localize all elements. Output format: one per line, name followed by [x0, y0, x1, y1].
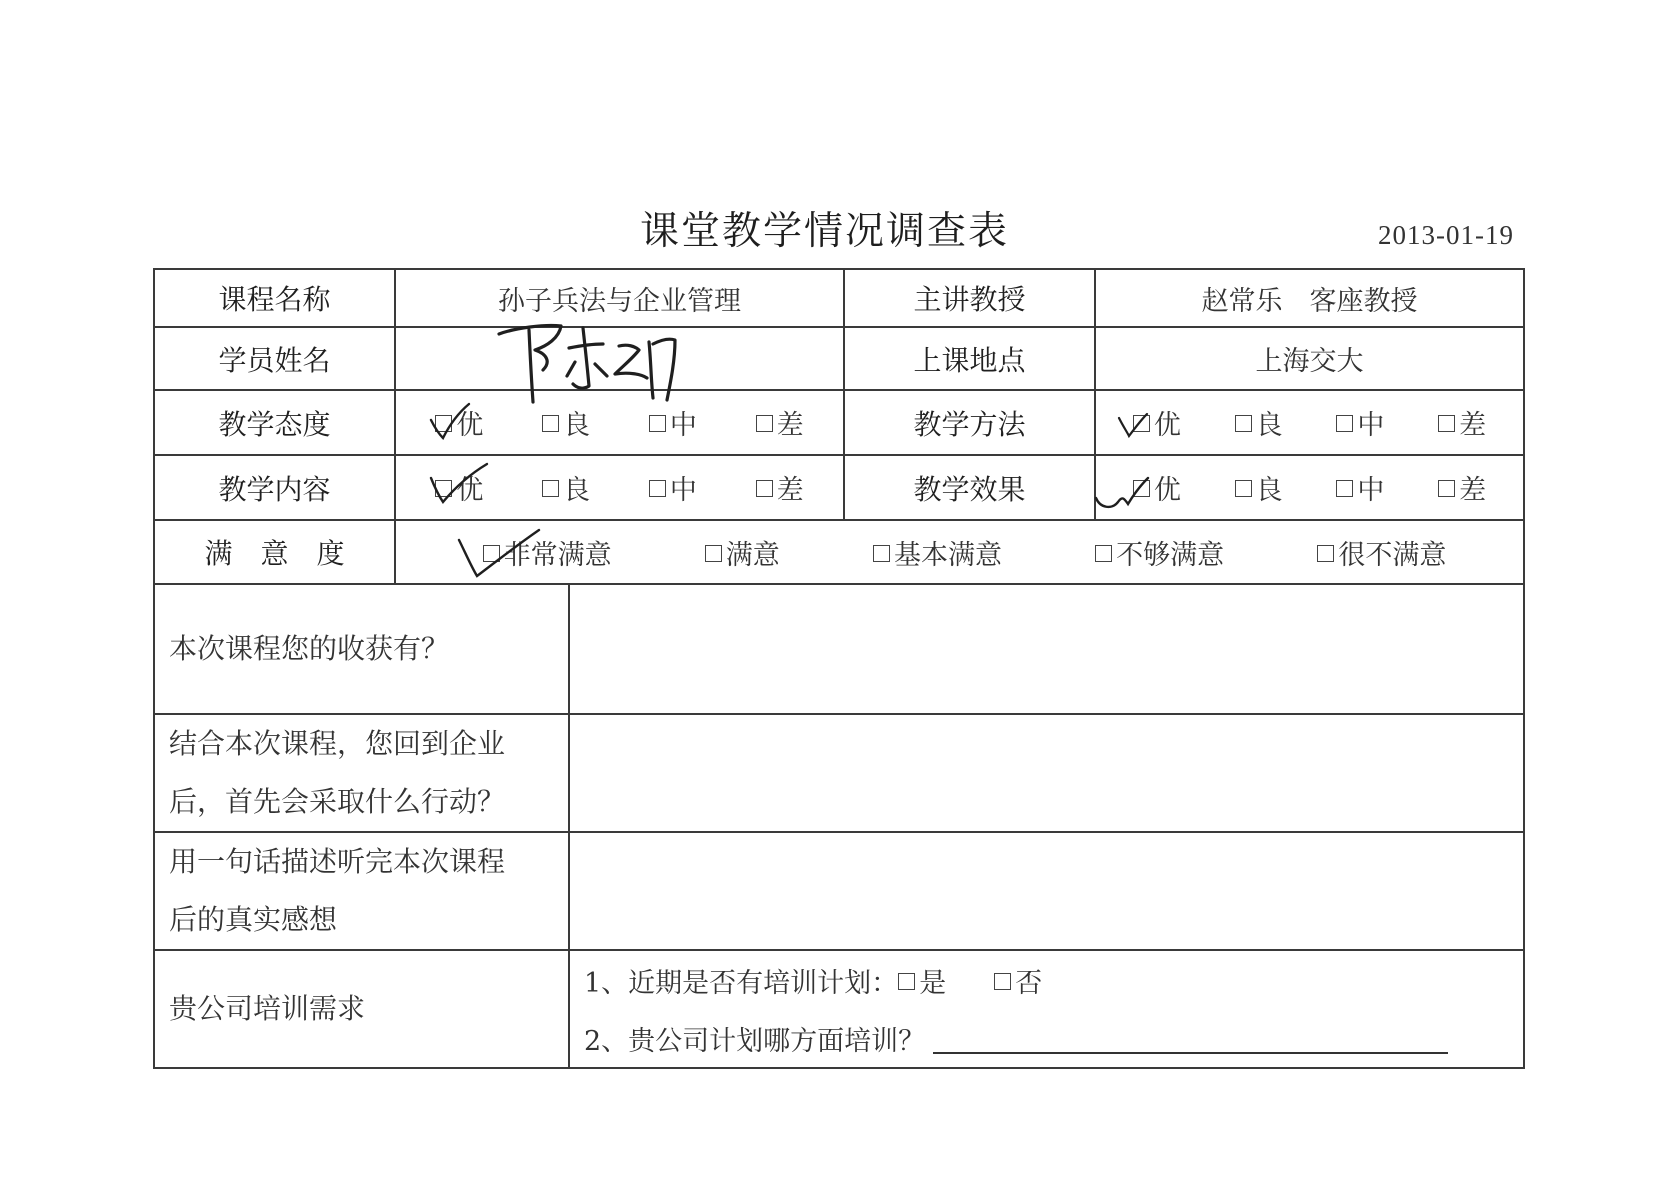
gain-question [154, 584, 569, 714]
question-text: 贵公司培训需求 [169, 992, 366, 1025]
checkbox-icon[interactable] [649, 480, 666, 497]
checkbox-icon[interactable] [1133, 415, 1150, 432]
attitude-option-average[interactable] [649, 403, 697, 442]
feeling-answer-field[interactable] [569, 832, 1524, 950]
satisfaction-row [154, 520, 1524, 584]
content-label: 教学内容 [154, 455, 395, 520]
effect-option-good[interactable] [1235, 468, 1283, 507]
location-value[interactable]: 上海交大 [1095, 327, 1524, 390]
student-name-field[interactable] [395, 327, 844, 390]
student-row [154, 327, 1524, 390]
question-line: 后，首先会采取什么行动？ [169, 785, 506, 818]
method-options [1095, 390, 1524, 455]
satisfaction-label: 满 意 度 [154, 520, 395, 584]
training-plan-question: 1、近期是否有培训计划： [584, 967, 899, 999]
attitude-option-poor[interactable] [756, 403, 804, 442]
option-label: 是 [919, 967, 947, 999]
content-option-average[interactable] [649, 468, 697, 507]
content-option-poor[interactable] [756, 468, 804, 507]
method-option-average[interactable] [1336, 403, 1384, 442]
checkbox-icon[interactable] [1336, 415, 1353, 432]
question-line: 用一句话描述听完本次课程 [169, 845, 506, 878]
training-plan-line [584, 951, 1523, 1009]
checkbox-icon[interactable] [898, 973, 915, 990]
training-plan-no[interactable] [994, 961, 1042, 1000]
question-line: 结合本次课程，您回到企业 [169, 727, 506, 760]
content-effect-row [154, 455, 1524, 520]
method-option-excellent[interactable] [1133, 403, 1181, 442]
checkbox-icon[interactable] [873, 545, 890, 562]
option-label: 不够满意 [1116, 539, 1225, 571]
training-area-question: 2、贵公司计划哪方面培训？ [584, 1025, 926, 1057]
feeling-question [154, 832, 569, 950]
effect-options [1095, 455, 1524, 520]
training-area-input[interactable] [933, 1022, 1448, 1054]
attitude-options [395, 390, 844, 455]
method-option-good[interactable] [1235, 403, 1283, 442]
checkbox-icon[interactable] [994, 973, 1011, 990]
action-question [154, 714, 569, 832]
option-label: 中 [669, 475, 697, 506]
option-label: 良 [1255, 475, 1283, 506]
checkbox-icon[interactable] [1336, 480, 1353, 497]
gain-row [154, 584, 1524, 714]
effect-option-poor[interactable] [1438, 468, 1486, 507]
checkbox-icon[interactable] [1438, 415, 1455, 432]
satisfaction-option-not-satisfied[interactable] [1095, 533, 1224, 572]
gain-answer-field[interactable] [569, 584, 1524, 714]
location-label: 上课地点 [844, 327, 1095, 390]
checkbox-icon[interactable] [435, 480, 452, 497]
method-label: 教学方法 [844, 390, 1095, 455]
checkbox-icon[interactable] [1438, 480, 1455, 497]
action-row [154, 714, 1524, 832]
training-needs-label [154, 950, 569, 1068]
training-needs-answers [569, 950, 1524, 1068]
professor-value[interactable]: 赵常乐 客座教授 [1095, 269, 1524, 327]
satisfaction-options [395, 520, 1524, 584]
option-label: 差 [1459, 475, 1487, 506]
checkbox-icon[interactable] [1235, 480, 1252, 497]
method-option-poor[interactable] [1438, 403, 1486, 442]
course-name-label: 课程名称 [154, 269, 395, 327]
satisfaction-option-very-unsatisfied[interactable] [1317, 533, 1446, 572]
checkbox-icon[interactable] [756, 480, 773, 497]
option-label: 良 [563, 475, 591, 506]
option-label: 良 [563, 410, 591, 441]
action-answer-field[interactable] [569, 714, 1524, 832]
content-option-excellent[interactable] [435, 468, 483, 507]
satisfaction-option-satisfied[interactable] [705, 533, 780, 572]
professor-label: 主讲教授 [844, 269, 1095, 327]
option-label: 满意 [725, 539, 780, 571]
checkbox-icon[interactable] [1317, 545, 1334, 562]
checkbox-icon[interactable] [435, 415, 452, 432]
option-label: 中 [669, 410, 697, 441]
option-label: 中 [1357, 475, 1385, 506]
feeling-row [154, 832, 1524, 950]
option-label: 优 [456, 410, 484, 441]
checkbox-icon[interactable] [756, 415, 773, 432]
option-label: 优 [1153, 410, 1181, 441]
checkbox-icon[interactable] [705, 545, 722, 562]
attitude-option-good[interactable] [542, 403, 590, 442]
page-title: 课堂教学情况调查表 [640, 209, 1010, 254]
checkbox-icon[interactable] [542, 415, 559, 432]
content-option-good[interactable] [542, 468, 590, 507]
option-label: 非常满意 [503, 539, 612, 571]
survey-table [153, 268, 1525, 1069]
option-label: 优 [456, 475, 484, 506]
question-line: 后的真实感想 [169, 903, 338, 936]
option-label: 良 [1255, 410, 1283, 441]
training-area-line [584, 1009, 1523, 1067]
option-label: 否 [1015, 967, 1043, 999]
checkbox-icon[interactable] [1133, 480, 1150, 497]
effect-label: 教学效果 [844, 455, 1095, 520]
course-row [154, 269, 1524, 327]
student-name-label: 学员姓名 [154, 327, 395, 390]
content-options [395, 455, 844, 520]
option-label: 很不满意 [1338, 539, 1447, 571]
training-plan-yes[interactable] [898, 961, 946, 1000]
attitude-method-row [154, 390, 1524, 455]
checkbox-icon[interactable] [483, 545, 500, 562]
checkbox-icon[interactable] [1095, 545, 1112, 562]
attitude-option-excellent[interactable] [435, 403, 483, 442]
training-needs-row [154, 950, 1524, 1068]
satisfaction-option-very-satisfied[interactable] [483, 533, 612, 572]
satisfaction-option-basically-satisfied[interactable] [873, 533, 1002, 572]
effect-option-average[interactable] [1336, 468, 1384, 507]
course-name-value[interactable]: 孙子兵法与企业管理 [395, 269, 844, 327]
checkbox-icon[interactable] [542, 480, 559, 497]
checkbox-icon[interactable] [649, 415, 666, 432]
option-label: 差 [1459, 410, 1487, 441]
option-label: 中 [1357, 410, 1385, 441]
question-text: 本次课程您的收获有？ [169, 632, 450, 665]
option-label: 差 [776, 410, 804, 441]
option-label: 优 [1153, 475, 1181, 506]
form-date: 2013-01-19 [1378, 220, 1514, 250]
option-label: 差 [776, 475, 804, 506]
option-label: 基本满意 [893, 539, 1002, 571]
checkbox-icon[interactable] [1235, 415, 1252, 432]
effect-option-excellent[interactable] [1133, 468, 1181, 507]
attitude-label: 教学态度 [154, 390, 395, 455]
